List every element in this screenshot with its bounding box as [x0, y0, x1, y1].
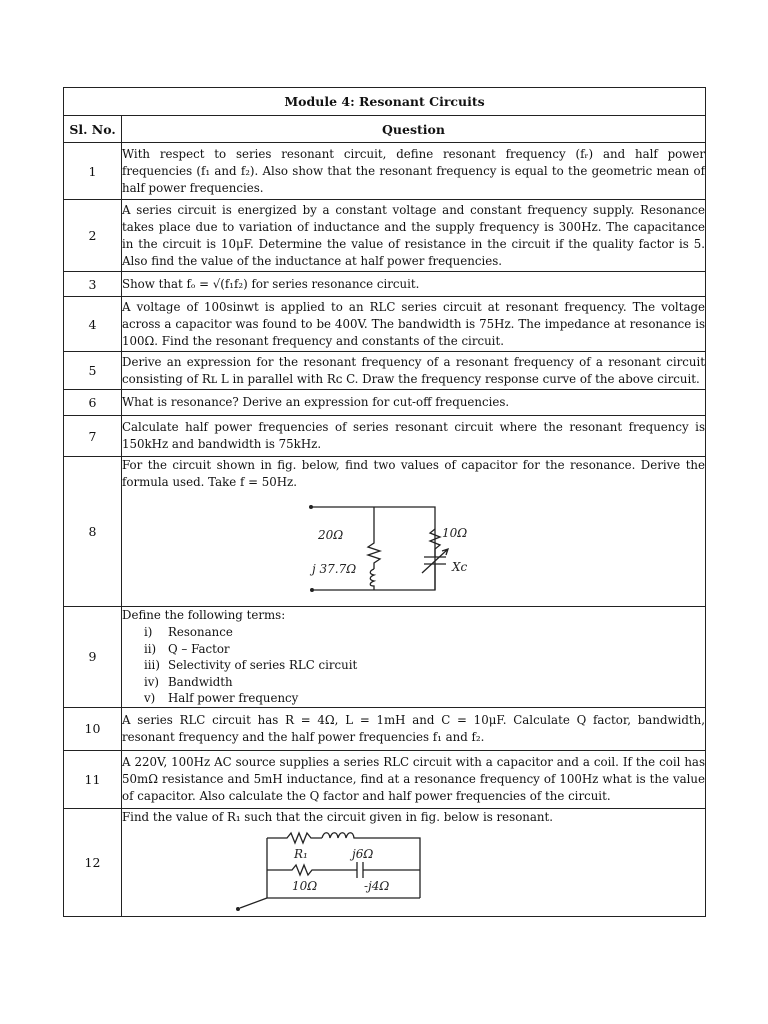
question-text: A series RLC circuit has R = 4Ω, L = 1mH and C = 10μF. Calculate Q factor, bandwidth, resonant frequency and the half power frequencies f₁ and f₂. — [122, 707, 706, 750]
row-number: 3 — [64, 272, 122, 297]
question-text: Find the value of R₁ such that the circuit given in fig. below is resonant. — [122, 809, 554, 824]
list-item: iv) Bandwidth — [144, 674, 233, 689]
row-number: 8 — [64, 457, 122, 607]
row-number: 7 — [64, 416, 122, 457]
circuit-figure-12 — [122, 828, 692, 912]
fig12-r1-label: R₁ — [294, 846, 308, 861]
table-row — [64, 272, 706, 297]
table-row — [64, 200, 706, 272]
circuit-figure-8 — [122, 493, 692, 598]
question-text: What is resonance? Derive an expression for cut-off frequencies. — [122, 390, 706, 416]
row-number: 11 — [64, 750, 122, 808]
question-text: A 220V, 100Hz AC source supplies a series RLC circuit with a capacitor and a coil. If the coil has 50mΩ resistance and 5mH inductance, find at a resonance frequency of 100Hz what is the value of capacitor. Also calculate the Q factor and half power frequencies of the circuit. — [122, 750, 706, 808]
row-number: 9 — [64, 607, 122, 708]
terms-list — [122, 624, 705, 707]
question-cell — [122, 607, 706, 708]
fig12-r2-label: 10Ω — [292, 878, 318, 893]
table-row — [64, 750, 706, 808]
table-row — [64, 352, 706, 390]
fig8-xl-label: j 37.7Ω — [312, 562, 357, 576]
table-row — [64, 297, 706, 352]
question-text: A series circuit is energized by a constant voltage and constant frequency supply. Resonance takes place due to variation of inductance and the supply frequency is 300Hz. The capacitance in the circuit is 10μF. Determine the value of resistance in the circuit if the quality factor is 5. Also find the value of the inductance at half power frequencies. — [122, 200, 706, 272]
question-text: A voltage of 100sinwt is applied to an RLC series circuit at resonant frequency. The voltage across a capacitor was found to be 400V. The bandwidth is 75Hz. The impedance at resonance is 100Ω. Find the resonant frequency and constants of the circuit. — [122, 297, 706, 352]
list-item: ii) Q – Factor — [144, 641, 230, 656]
col-header-question: Question — [122, 116, 706, 143]
row-number: 5 — [64, 352, 122, 390]
fig8-r1-label: 20Ω — [318, 528, 344, 542]
question-text: For the circuit shown in fig. below, find two values of capacitor for the resonance. Derive the formula used. Take f = 50Hz. — [122, 458, 706, 489]
list-item: iii) Selectivity of series RLC circuit — [144, 658, 358, 672]
table-row — [64, 457, 706, 607]
row-number: 12 — [64, 808, 122, 916]
row-number: 10 — [64, 707, 122, 750]
table-row — [64, 390, 706, 416]
list-item: i) Resonance — [144, 625, 233, 639]
question-table — [63, 87, 706, 917]
row-number: 6 — [64, 390, 122, 416]
module-title: Module 4: Resonant Circuits — [64, 88, 706, 116]
question-text: Derive an expression for the resonant frequency of a resonant frequency of a resonant circuit consisting of Rʟ L in parallel with Rᴄ C. Draw the frequency response curve of the above circuit. — [122, 352, 706, 390]
question-text: Calculate half power frequencies of series resonant circuit where the resonant frequency is 150kHz and bandwidth is 75kHz. — [122, 416, 706, 457]
question-text: With respect to series resonant circuit, define resonant frequency (fᵣ) and half power frequencies (f₁ and f₂). Also show that the resonant frequency is equal to the geometric mean of half power frequencies. — [122, 143, 706, 200]
fig8-r2-label: 10Ω — [442, 526, 468, 540]
row-number: 2 — [64, 200, 122, 272]
list-item: v) Half power frequency — [144, 691, 299, 705]
fig8-xc-label: Xc — [452, 560, 468, 574]
question-text: Show that fₒ = √(f₁f₂) for series resonance circuit. — [122, 272, 706, 297]
question-cell — [122, 457, 706, 607]
table-row — [64, 607, 706, 708]
table-row — [64, 416, 706, 457]
fig12-xc-label: -j4Ω — [364, 878, 390, 893]
table-row — [64, 707, 706, 750]
table-row — [64, 143, 706, 200]
fig12-xl-label: j6Ω — [352, 846, 374, 861]
row-number: 4 — [64, 297, 122, 352]
col-header-sl-no: Sl. No. — [64, 116, 122, 143]
row-number: 1 — [64, 143, 122, 200]
question-text: Define the following terms: — [122, 608, 286, 622]
question-cell — [122, 808, 706, 916]
table-row — [64, 808, 706, 916]
